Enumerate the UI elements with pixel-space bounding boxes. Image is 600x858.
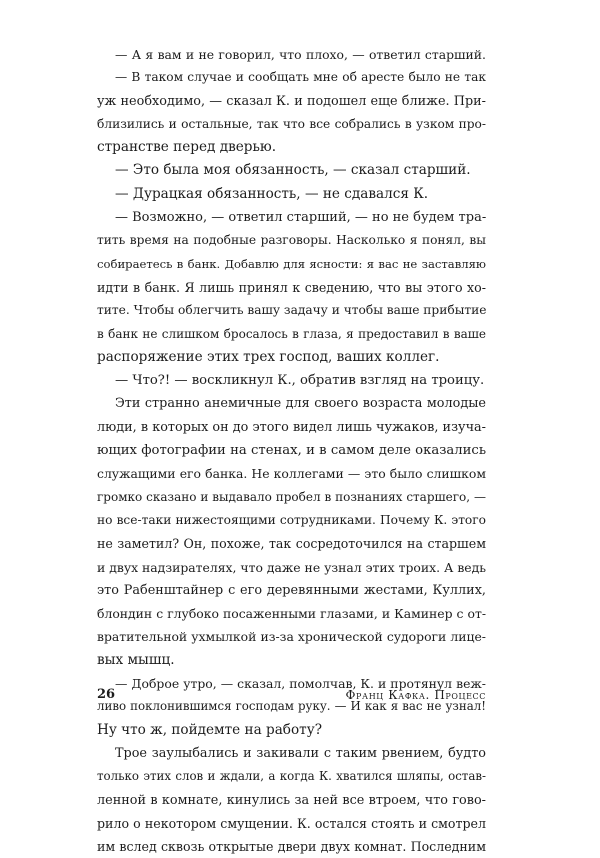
text-line: странстве перед дверью. <box>97 139 277 156</box>
text-line: — Доброе утро, — сказал, помолчав, К. и протянул веж- <box>115 676 486 692</box>
text-line: собираетесь в банк. Добавлю для ясности: я вас не заставляю <box>97 256 486 271</box>
running-title: Франц Кафка. Процесс <box>345 688 486 702</box>
text-line: вых мышц. <box>97 651 175 668</box>
page-number: 26 <box>97 687 116 702</box>
text-line: рило о некотором смущении. К. остался стоять и смотрел <box>97 815 486 831</box>
text-line: — Что?! — воскликнул К., обратив взгляд на троицу. <box>115 373 485 389</box>
text-line: Ну что ж, пойдемте на работу? <box>97 721 322 738</box>
text-line: но все-таки нижестоящими сотрудниками. Почему К. этого <box>97 512 486 527</box>
text-line: тите. Чтобы облегчить вашу задачу и чтобы ваше прибытие <box>97 303 487 318</box>
text-line: не заметил? Он, похоже, так сосредоточился на старшем <box>97 536 486 552</box>
text-line: близились и остальные, так что все собрались в узком про- <box>97 116 486 131</box>
text-line: Эти странно анемичные для своего возраста молодые <box>115 396 486 412</box>
text-line: — Дурацкая обязанность, — не сдавался К. <box>115 185 429 202</box>
text-line: служащими его банка. Не коллегами — это было слишком <box>97 466 486 482</box>
text-line: ливо поклонившимся господам руку. — И как я вас не узнал! <box>97 699 486 714</box>
text-line: в банк не слишком бросалось в глаза, я предоставил в ваше <box>97 326 486 341</box>
text-line: — А я вам и не говорил, что плохо, — ответил старший. <box>115 47 486 62</box>
text-line: уж необходимо, — сказал К. и подошел еще ближе. При- <box>97 93 486 109</box>
text-line: блондин с глубоко посаженными глазами, и Каминер с от- <box>97 606 486 622</box>
text-line: Трое заулыбались и закивали с таким рвением, будто <box>115 745 486 761</box>
text-line: и двух надзирателях, что даже не узнал этих троих. А ведь <box>97 559 486 575</box>
text-line: это Рабенштайнер с его деревянными жестами, Куллих, <box>97 582 486 598</box>
body-text <box>97 43 486 858</box>
text-line: тить время на подобные разговоры. Насколько я понял, вы <box>97 233 486 248</box>
text-line: громко сказано и выдавало пробел в познаниях старшего, — <box>97 489 486 504</box>
text-line: вратительной ухмылкой из-за хронической судороги лице- <box>97 629 486 645</box>
text-line: идти в банк. Я лишь принял к сведению, что вы этого хо- <box>97 279 486 295</box>
text-line: люди, в которых он до этого видел лишь чужаков, изуча- <box>97 419 486 435</box>
text-line: им вслед сквозь открытые двери двух комнат. Последним <box>97 839 486 855</box>
text-line: ющих фотографии на стенах, и в самом деле оказались <box>97 443 486 459</box>
page-footer <box>97 685 486 705</box>
text-line: — Это была моя обязанность, — сказал старший. <box>115 162 471 179</box>
text-line: распоряжение этих трех господ, ваших коллег. <box>97 348 440 365</box>
text-line: ленной в комнате, кинулись за ней все втроем, что гово- <box>97 792 486 808</box>
text-line: только этих слов и ждали, а когда К. хватился шляпы, остав- <box>97 769 486 784</box>
text-line: — Возможно, — ответил старший, — но не будем тра- <box>115 210 487 226</box>
text-line: — В таком случае и сообщать мне об аресте было не так <box>115 70 486 85</box>
